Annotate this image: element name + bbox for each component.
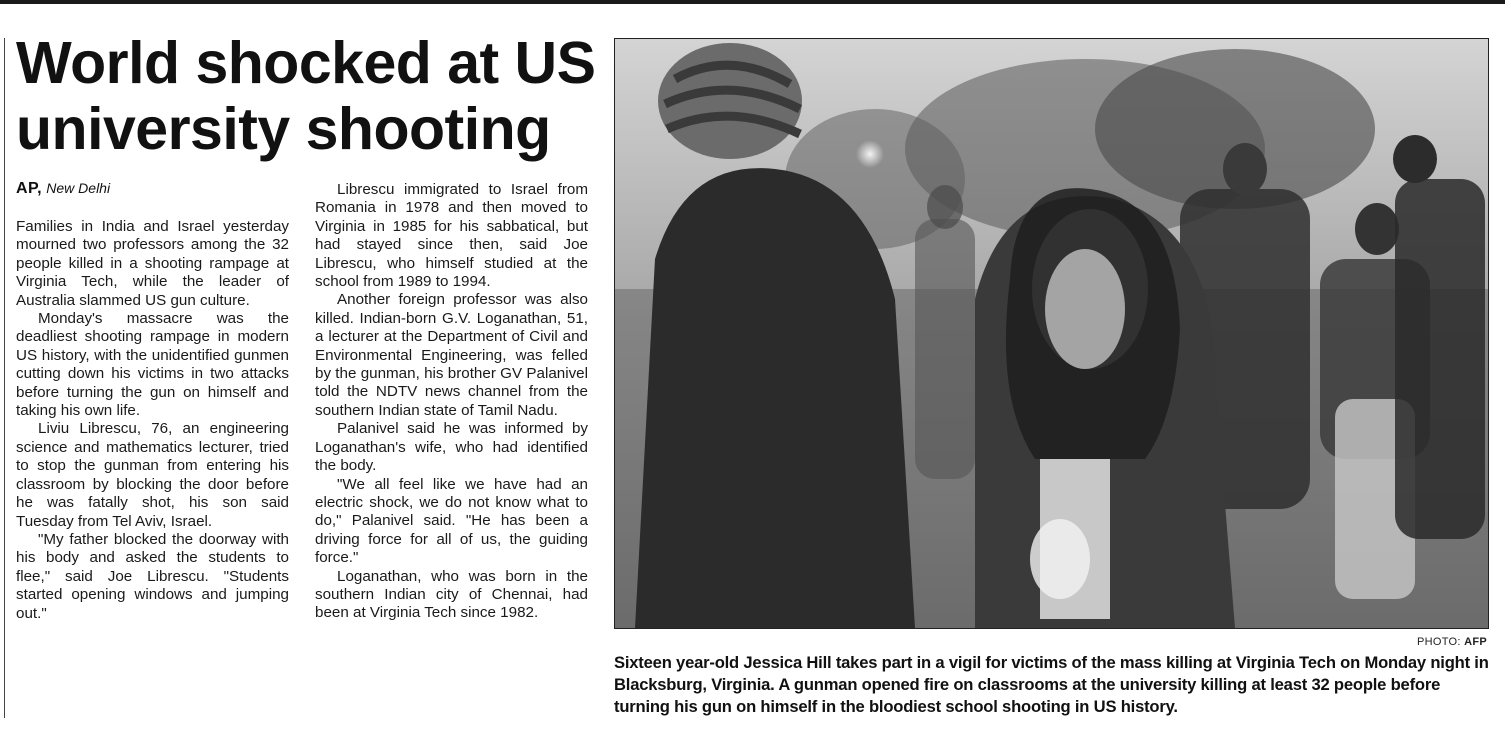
paragraph: Monday's massacre was the deadliest shooting rampage in modern US history, with the unidentified gunmen cutting down his victims in two attacks before turning the gun on himself and taking his own life. — [16, 310, 289, 420]
paragraph: Loganathan, who was born in the southern Indian city of Chennai, had been at Virginia Tech since 1982. — [315, 567, 588, 622]
paragraph: "My father blocked the doorway with his body and asked the students to flee," said Joe Librescu. "Students started opening windows and jumping out." — [16, 530, 289, 622]
paragraph: Another foreign professor was also killed. Indian-born G.V. Loganathan, 51, a lecturer at the Department of Civil and Environmental Engineering, was felled by the gunman, his brother GV Palanivel told the NDTV news channel from the southern Indian state of Tamil Nadu. — [315, 291, 588, 419]
article-column-1 — [16, 218, 289, 623]
photo-caption: Sixteen year-old Jessica Hill takes part in a vigil for victims of the mass killing at Virginia Tech on Monday night in Blacksburg, Virginia. A gunman opened fire on classrooms at the university killing at least 32 people before turning his gun on himself in the bloodiest school shooting in US history. — [614, 653, 1489, 716]
paragraph: Families in India and Israel yesterday mourned two professors among the 32 people killed in a shooting rampage at Virginia Tech, while the leader of Australia slammed US gun culture. — [16, 218, 289, 309]
top-rule — [0, 0, 1505, 4]
paragraph: "We all feel like we have had an electric shock, we do not know what to do," Palanivel said. "He has been a driving force for all of us, the guiding force." — [315, 475, 588, 567]
paragraph: Palanivel said he was informed by Loganathan's wife, who had identified the body. — [315, 420, 588, 475]
byline-location: New Delhi — [46, 180, 111, 196]
byline-agency: AP, — [16, 180, 43, 197]
vigil-photo — [614, 38, 1489, 629]
byline — [16, 180, 110, 198]
photo-credit-source: AFP — [1464, 636, 1487, 648]
article-column-2 — [315, 181, 588, 623]
paragraph: Librescu immigrated to Israel from Romania in 1978 and then moved to Virginia in 1985 for his sabbatical, but had stayed since then, said Joe Librescu, who himself studied at the school from 1989 to 1994. — [315, 181, 588, 291]
photo-credit — [1417, 636, 1487, 648]
left-column-rule — [4, 38, 5, 718]
headline: World shocked at US university shooting — [16, 30, 596, 162]
photo-credit-label: PHOTO: — [1416, 636, 1461, 648]
paragraph: Liviu Librescu, 76, an engineering science and mathematics lecturer, tried to stop the gunman from entering his classroom by blocking the door before he was fatally shot, his son said Tuesday from Tel Aviv, Israel. — [16, 420, 289, 530]
